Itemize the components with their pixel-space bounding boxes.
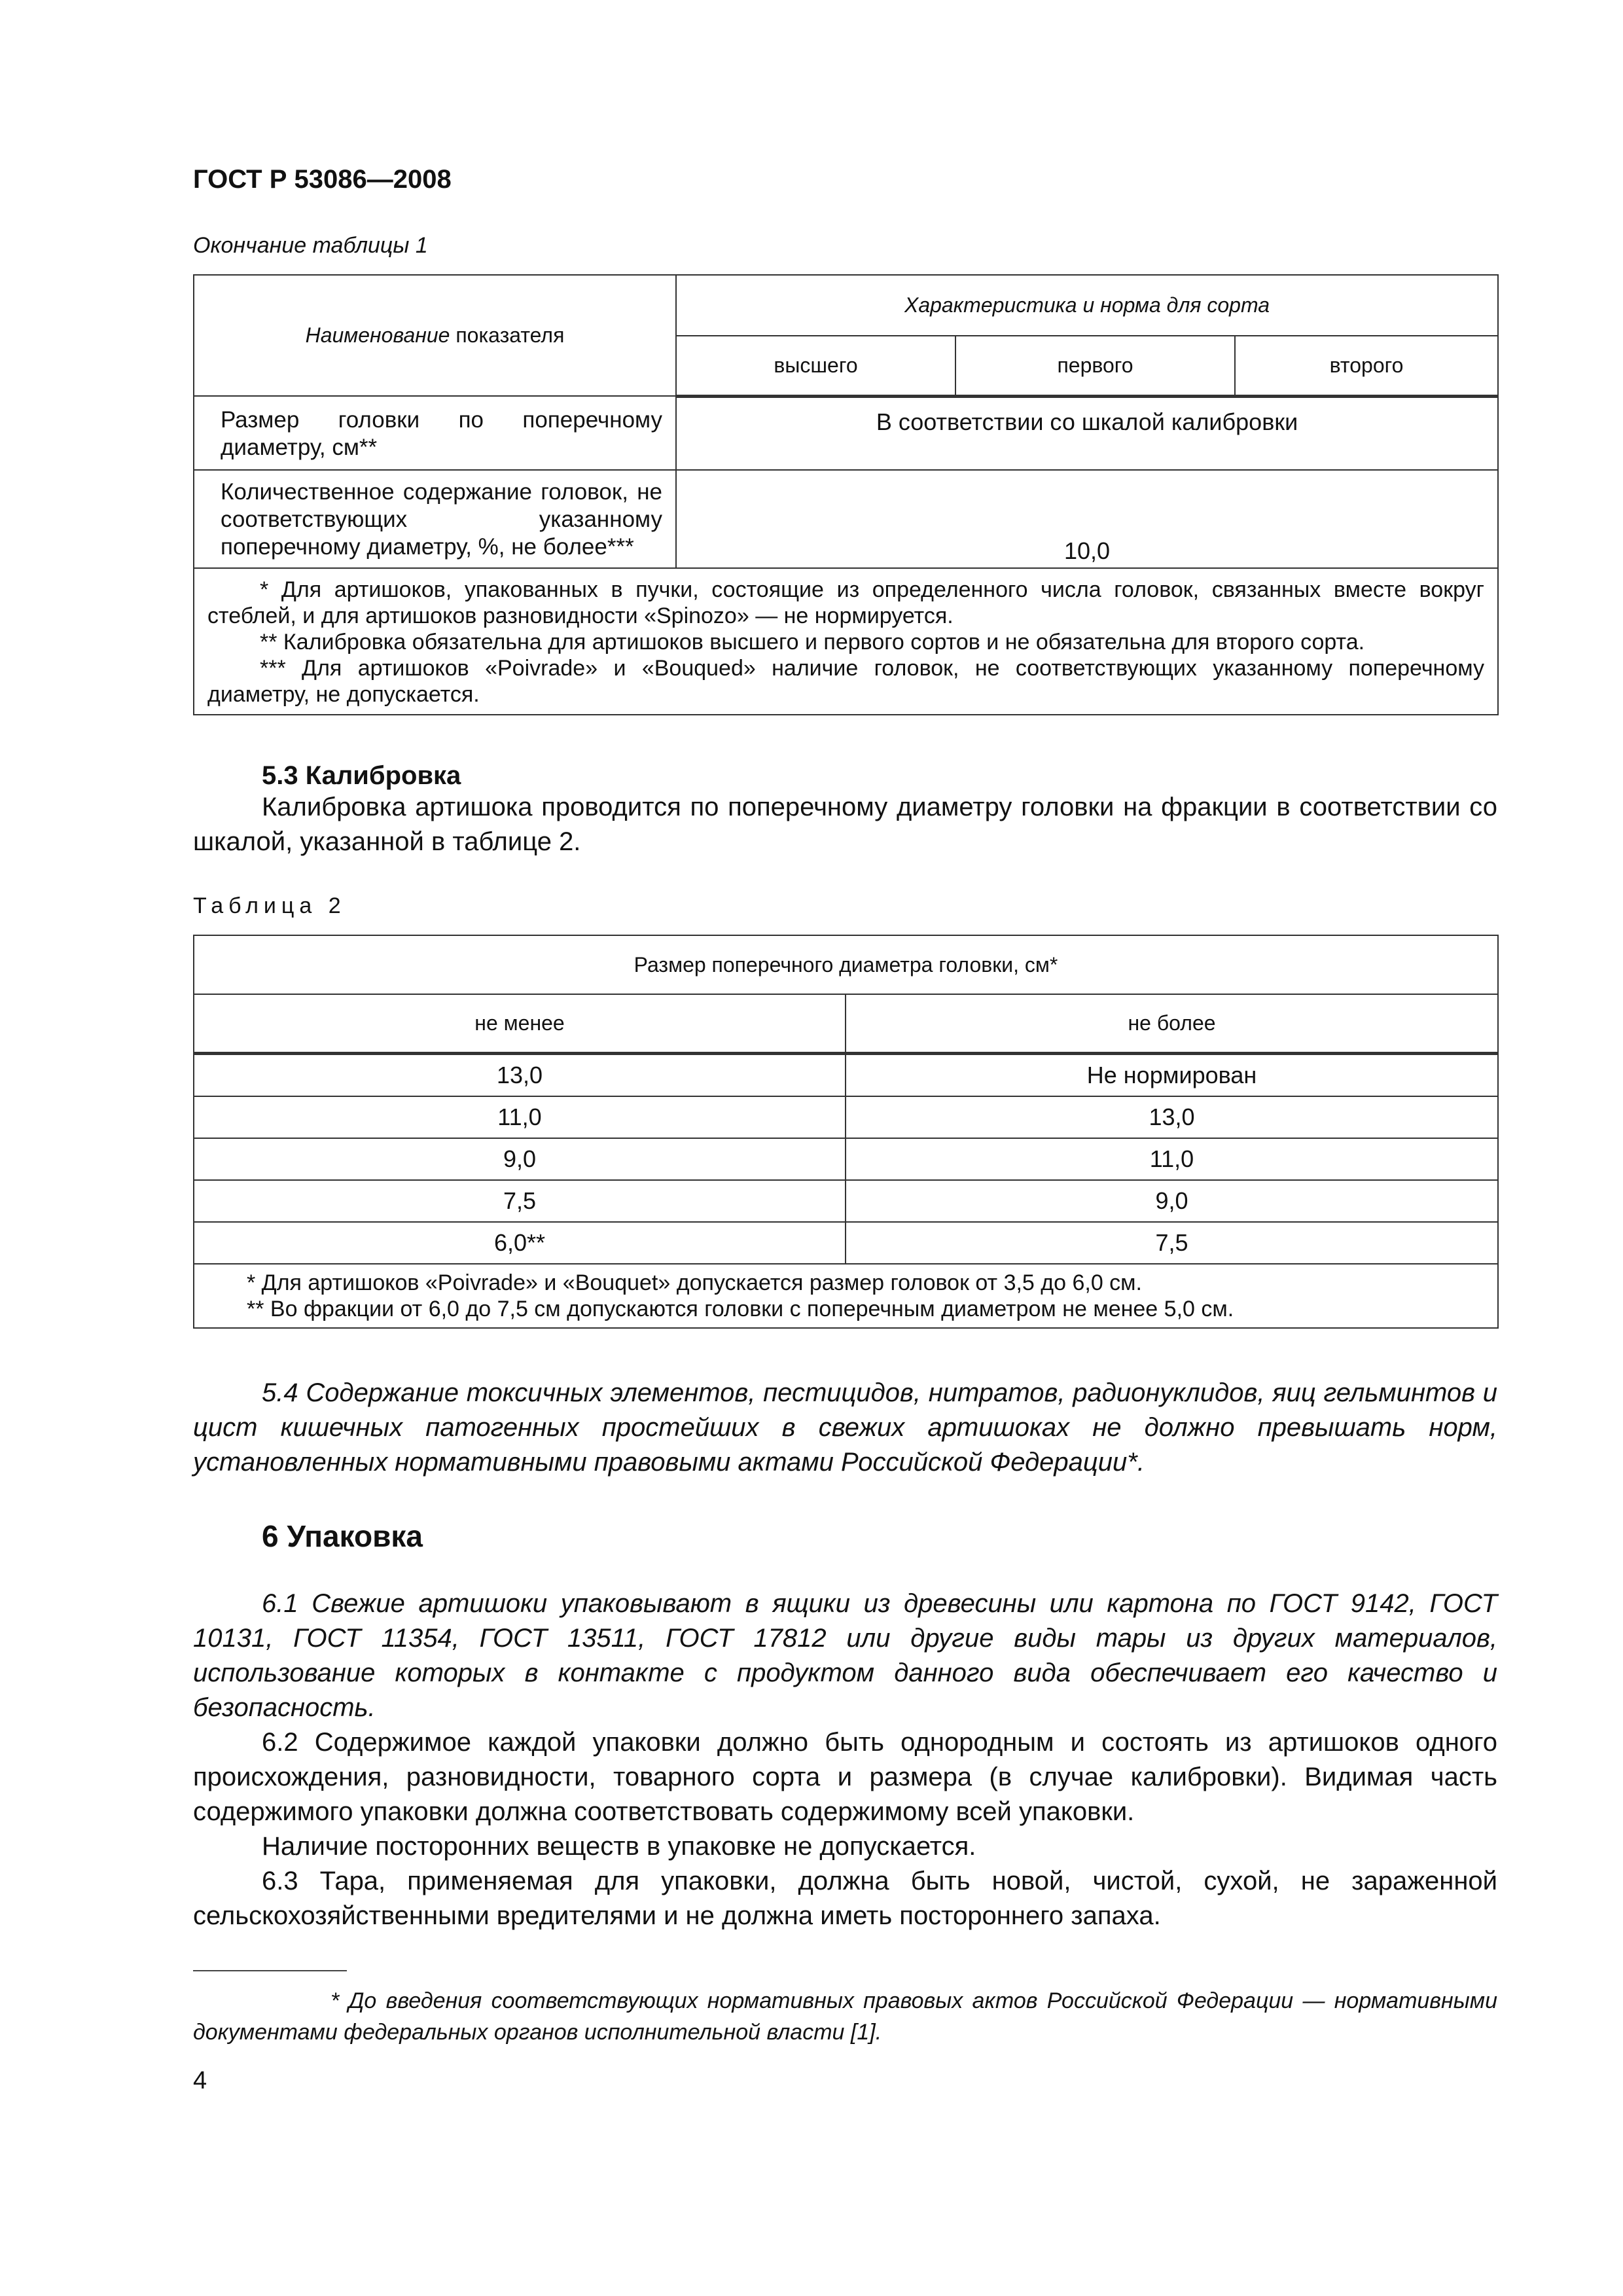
paragraph-6-3: 6.3 Тара, применяемая для упаковки, должна быть новой, чистой, сухой, не зараженной сельскохозяйственными вредителями и не должна иметь постороннего запаха.	[193, 1867, 1497, 1930]
table2-note: ** Во фракции от 6,0 до 7,5 см допускаются головки с поперечным диаметром не менее 5,0 см.	[247, 1296, 1234, 1321]
section-6-title: 6 Упаковка	[262, 1519, 423, 1553]
table1-row-value: 10,0	[676, 470, 1498, 568]
table1-grade-header: второго	[1235, 336, 1498, 396]
table-2	[193, 935, 1499, 1329]
table2-caption: Таблица 2	[193, 893, 346, 918]
table-1	[193, 274, 1499, 715]
table1-grade-header: первого	[955, 336, 1235, 396]
table2-notes	[194, 1264, 1498, 1328]
table1-row-name: Размер головки по поперечному диаметру, см**	[194, 396, 676, 470]
table-row: 6,0** 7,5	[194, 1222, 1498, 1264]
table2-header: Размер поперечного диаметра головки, см*	[194, 935, 1498, 994]
table1-grade-header: высшего	[676, 336, 955, 396]
table-row: 9,0 11,0	[194, 1138, 1498, 1180]
section-5-4-text: 5.4 Содержание токсичных элементов, пестицидов, нитратов, радионуклидов, яиц гельминтов и цист кишечных патогенных простейших в свежих артишоках не должно превышать норм, установленных нормативными правовыми актами Российской Федерации*.	[193, 1378, 1497, 1477]
table1-row-name: Количественное содержание головок, не соответствующих указанному поперечному диаметру, %, не более***	[194, 470, 676, 568]
paragraph-6-1: 6.1 Свежие артишоки упаковывают в ящики из древесины или картона по ГОСТ 9142, ГОСТ 10131, ГОСТ 11354, ГОСТ 13511, ГОСТ 17812 или другие виды тары из других материалов, использование которых в контакте с продуктом данного вида обеспечивает его качество и безопасность.	[193, 1589, 1497, 1722]
table-row: 13,0 Не нормирован	[194, 1053, 1498, 1096]
table-row: 7,5 9,0	[194, 1180, 1498, 1222]
table1-note: ** Калибровка обязательна для артишоков высшего и первого сортов и не обязательна для второго сорта.	[260, 630, 1365, 655]
table1-caption: Окончание таблицы 1	[193, 233, 428, 258]
table1-group-header: Характеристика и норма для сорта	[676, 275, 1498, 336]
table2-col-max: не более	[846, 994, 1498, 1053]
table1-notes	[194, 568, 1498, 715]
section-6-body	[193, 1587, 1497, 1933]
footnote: * До введения соответствующих нормативных правовых актов Российской Федерации — нормативными документами федеральных органов исполнительной власти [1].	[193, 1988, 1497, 2045]
document-header: ГОСТ Р 53086—2008	[193, 165, 452, 194]
section-5-3-title: 5.3 Калибровка	[262, 761, 461, 790]
table1-note: *** Для артишоков «Poivrade» и «Bouqued» наличие головок, не соответствующих указанному поперечному диаметру, не допускается.	[207, 656, 1484, 707]
section-5-3-text: Калибровка артишока проводится по поперечному диаметру головки на фракции в соответствии со шкалой, указанной в таблице 2.	[193, 793, 1497, 856]
table2-col-min: не менее	[194, 994, 846, 1053]
footnote-divider	[193, 1970, 347, 1971]
paragraph-6-2b: Наличие посторонних веществ в упаковке не допускается.	[262, 1832, 976, 1861]
page-number: 4	[193, 2067, 207, 2094]
table1-name-header: Наименование показателя	[194, 275, 676, 396]
paragraph-6-2: 6.2 Содержимое каждой упаковки должно быть однородным и состоять из артишоков одного происхождения, разновидности, товарного сорта и размера (в случае калибровки). Видимая часть содержимого упаковки должна соответствовать содержимому всей упаковки.	[193, 1728, 1497, 1826]
table1-row-value: В соответствии со шкалой калибровки	[676, 396, 1498, 470]
table2-note: * Для артишоков «Poivrade» и «Bouquet» допускается размер головок от 3,5 до 6,0 см.	[247, 1270, 1143, 1295]
table1-note: * Для артишоков, упакованных в пучки, состоящие из определенного числа головок, связанных вместе вокруг стеблей, и для артишоков разновидности «Spinozo» — не нормируется.	[207, 577, 1484, 628]
table-row: 11,0 13,0	[194, 1096, 1498, 1138]
